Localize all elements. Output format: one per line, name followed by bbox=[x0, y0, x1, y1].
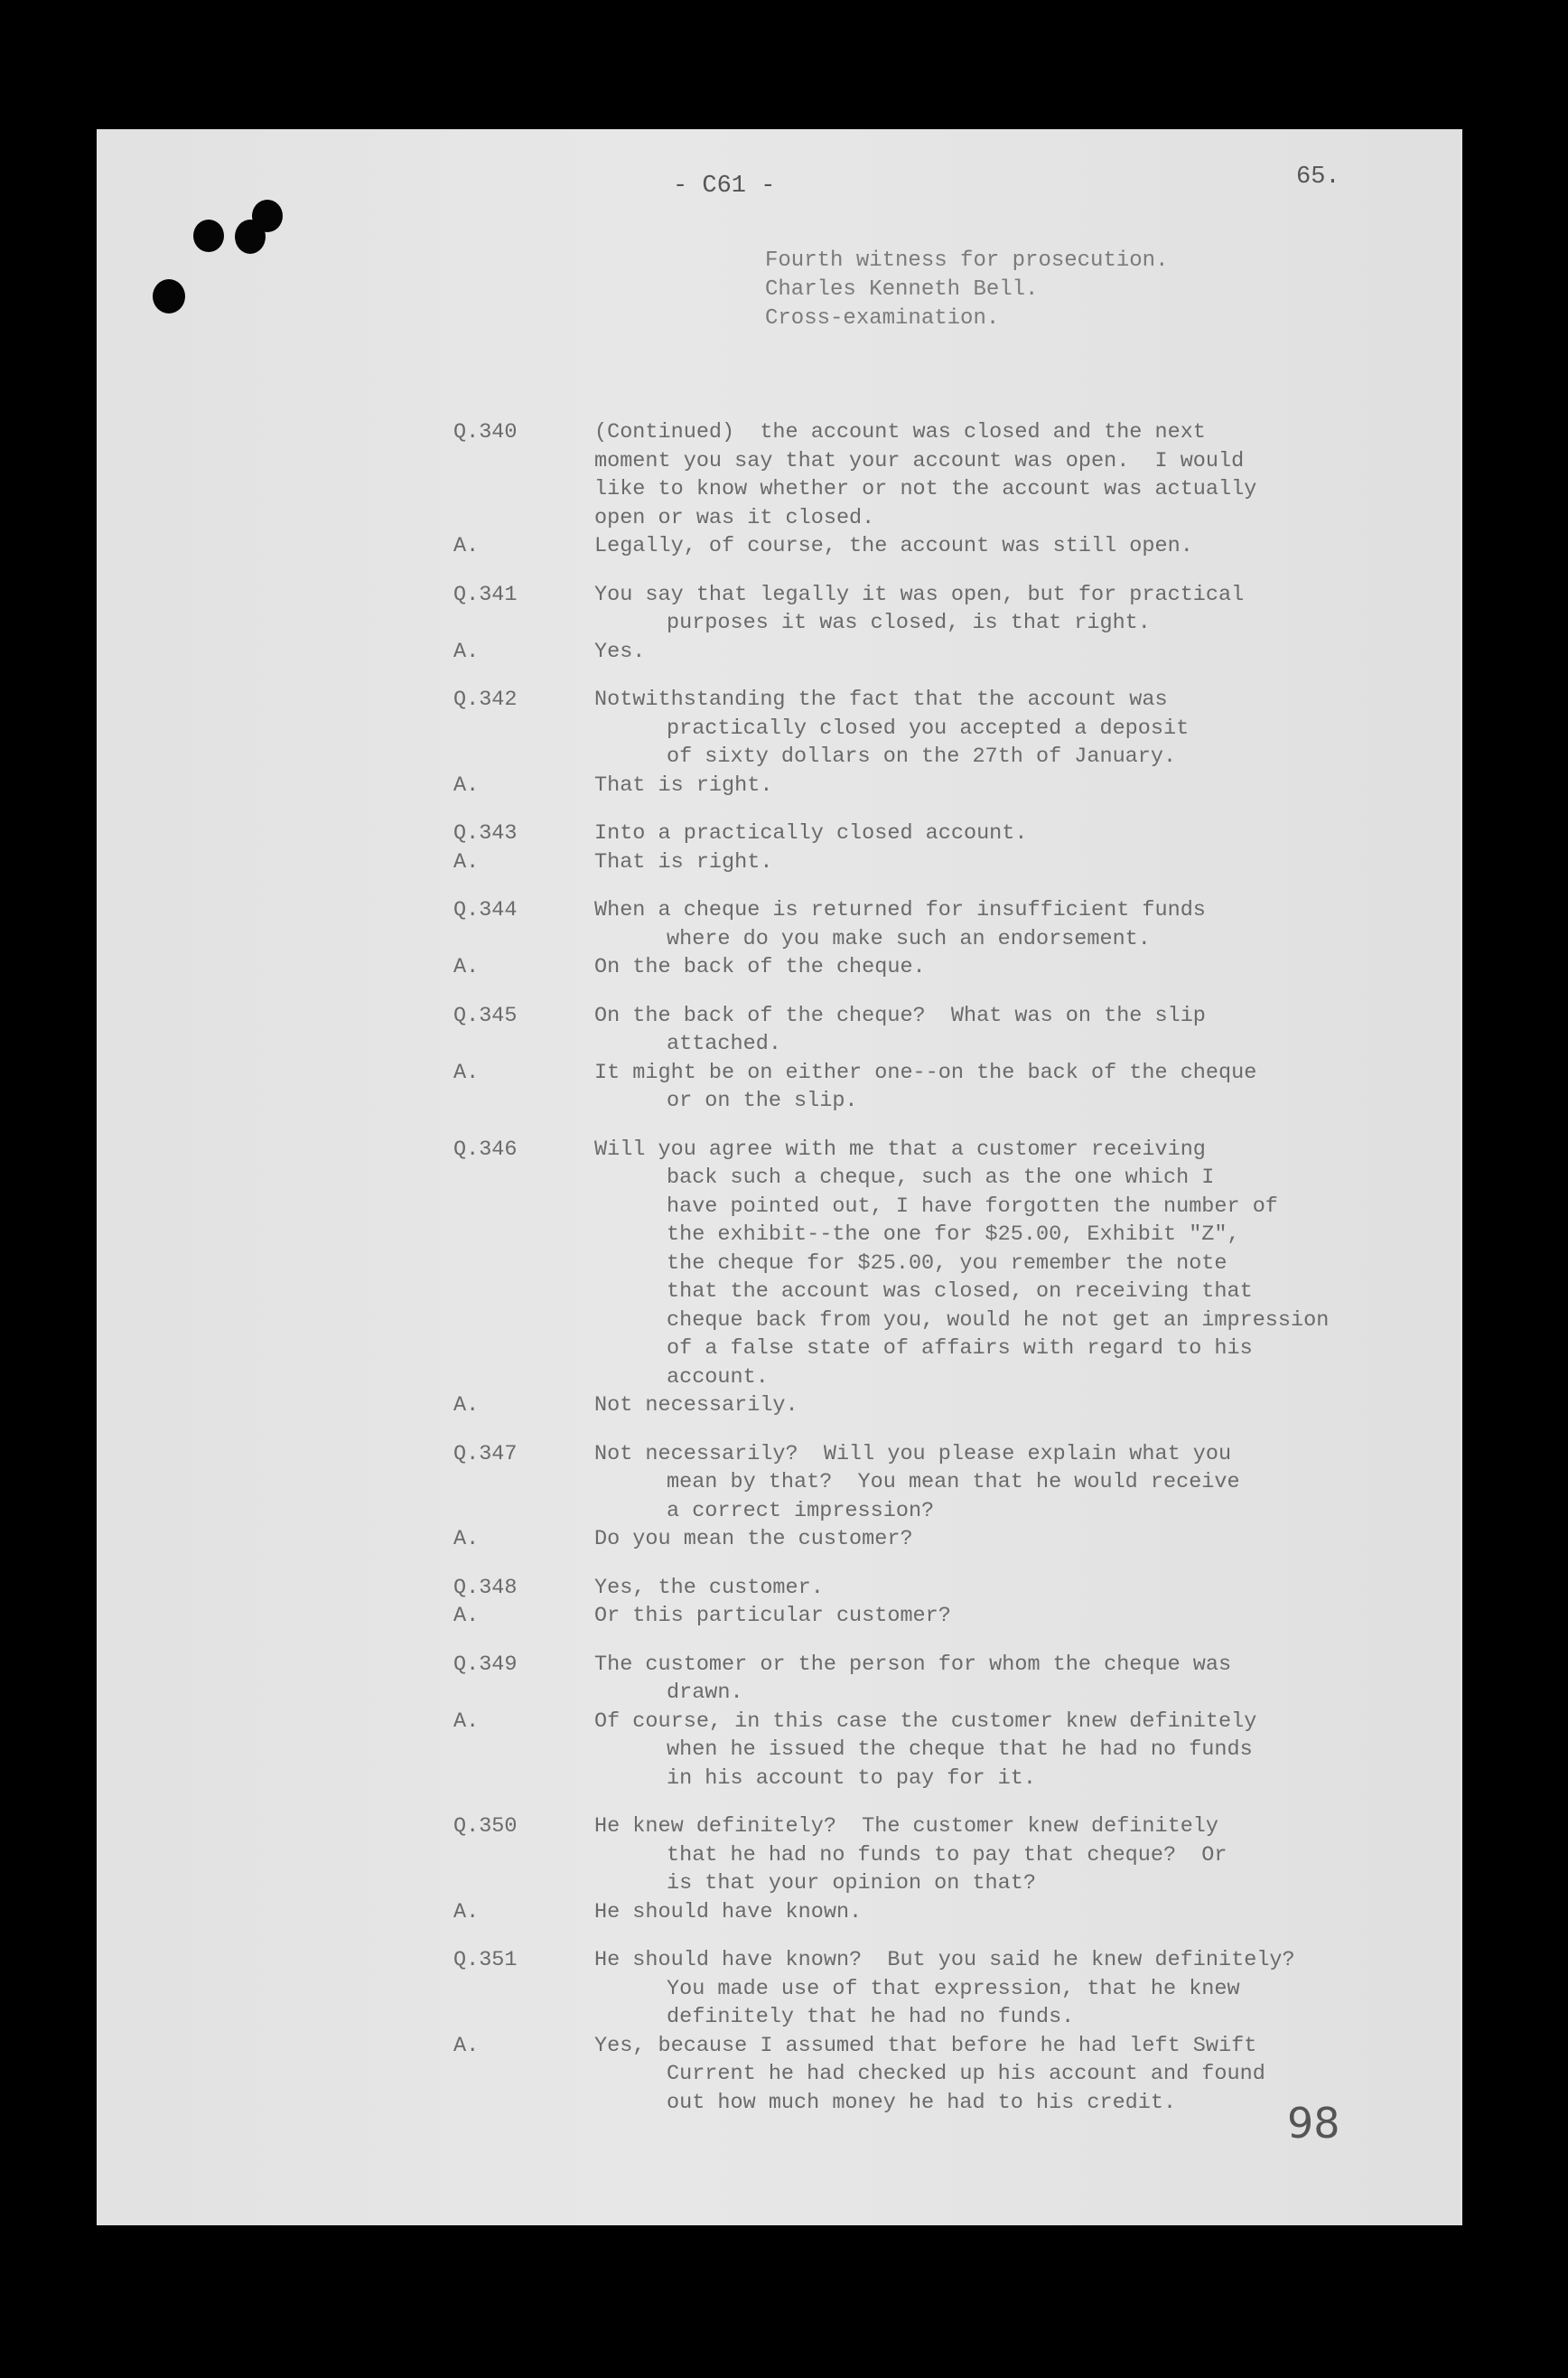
question-entry bbox=[453, 1651, 1429, 1708]
center-page-number: - C61 - bbox=[673, 173, 776, 200]
question-number: Q.341 bbox=[453, 582, 518, 607]
question-number: Q.350 bbox=[453, 1814, 518, 1839]
answer-label: A. bbox=[453, 2033, 480, 2058]
question-number: Q.343 bbox=[453, 821, 518, 846]
entry-continuation-line: when he issued the cheque that he had no funds bbox=[667, 1737, 1253, 1762]
entry-continuation-line: the exhibit--the one for $25.00, Exhibit "Z", bbox=[667, 1222, 1240, 1247]
intro-line: Cross-examination. bbox=[765, 306, 1000, 331]
entry-continuation-line: practically closed you accepted a deposit bbox=[667, 716, 1190, 741]
question-entry bbox=[453, 1946, 1429, 2032]
entry-continuation-line: cheque back from you, would he not get an impression bbox=[667, 1307, 1330, 1333]
question-entry bbox=[453, 1136, 1429, 1392]
question-entry bbox=[453, 1574, 1429, 1603]
entry-first-line bbox=[453, 1898, 1429, 1927]
entry-continuation-line: definitely that he had no funds. bbox=[667, 2005, 1075, 2029]
answer-label: A. bbox=[453, 1527, 480, 1551]
answer-entry bbox=[453, 638, 1429, 667]
entry-first-line bbox=[453, 1708, 1429, 1737]
entry-first-line bbox=[453, 1651, 1429, 1680]
entry-first-line bbox=[453, 2032, 1429, 2061]
entry-first-line bbox=[453, 1574, 1429, 1603]
entry-first-line bbox=[453, 1602, 1429, 1631]
question-number: Q.351 bbox=[453, 1948, 518, 1972]
question-number: Q.340 bbox=[453, 420, 518, 445]
entry-text: When a cheque is returned for insufficient funds bbox=[594, 898, 1206, 922]
entry-text: Of course, in this case the customer knew definitely bbox=[594, 1709, 1257, 1734]
entry-first-line bbox=[453, 1440, 1429, 1469]
entry-continuation-line: account. bbox=[667, 1364, 769, 1390]
entry-first-line bbox=[453, 581, 1429, 610]
question-number: Q.344 bbox=[453, 898, 518, 922]
entry-continuation-line: that the account was closed, on receiving that bbox=[667, 1279, 1253, 1304]
answer-label: A. bbox=[453, 1709, 480, 1734]
answer-entry bbox=[453, 1602, 1429, 1631]
entry-text: He should have known? But you said he knew definitely? bbox=[594, 1948, 1295, 1972]
entry-text: That is right. bbox=[594, 772, 773, 798]
entry-continuation-line: where do you make such an endorsement. bbox=[667, 926, 1151, 951]
question-entry bbox=[453, 1002, 1429, 1059]
document-page bbox=[97, 129, 1462, 2225]
entry-first-line bbox=[453, 1002, 1429, 1031]
entry-text: He knew definitely? The customer knew definitely bbox=[594, 1814, 1219, 1839]
entry-continuation-line: mean by that? You mean that he would receive bbox=[667, 1470, 1240, 1494]
entry-first-line bbox=[453, 1391, 1429, 1420]
entry-text: Do you mean the customer? bbox=[594, 1527, 913, 1551]
entry-continuation-line: attached. bbox=[667, 1032, 781, 1056]
answer-entry bbox=[453, 1391, 1429, 1420]
entry-continuation-line: that he had no funds to pay that cheque? Or bbox=[667, 1842, 1227, 1868]
question-number: Q.345 bbox=[453, 1003, 518, 1028]
question-entry bbox=[453, 1440, 1429, 1526]
entry-text: (Continued) the account was closed and the next bbox=[594, 420, 1206, 445]
entry-text: Not necessarily. bbox=[594, 1393, 798, 1418]
entry-continuation-line: like to know whether or not the account was actually bbox=[594, 477, 1257, 501]
entry-continuation-line: of sixty dollars on the 27th of January. bbox=[667, 744, 1177, 769]
entry-continuation-line: a correct impression? bbox=[667, 1498, 935, 1523]
entry-text: That is right. bbox=[594, 849, 773, 875]
answer-entry bbox=[453, 532, 1429, 561]
question-number: Q.346 bbox=[453, 1137, 518, 1162]
entry-first-line bbox=[453, 418, 1429, 447]
entry-continuation-line: in his account to pay for it. bbox=[667, 1765, 1036, 1791]
question-entry bbox=[453, 1812, 1429, 1898]
entry-first-line bbox=[453, 1946, 1429, 1975]
entry-continuation-line: purposes it was closed, is that right. bbox=[667, 611, 1151, 635]
answer-label: A. bbox=[453, 955, 480, 979]
entry-continuation-line: back such a cheque, such as the one which I bbox=[667, 1166, 1215, 1190]
entry-text: Yes, the customer. bbox=[594, 1575, 824, 1600]
question-number: Q.348 bbox=[453, 1575, 518, 1600]
answer-entry bbox=[453, 1708, 1429, 1793]
answer-entry bbox=[453, 1525, 1429, 1554]
entry-first-line bbox=[453, 1136, 1429, 1165]
entry-continuation-line: the cheque for $25.00, you remember the note bbox=[667, 1250, 1227, 1276]
entry-continuation-line: open or was it closed. bbox=[594, 505, 875, 530]
entry-text: He should have known. bbox=[594, 1899, 863, 1924]
question-entry bbox=[453, 581, 1429, 638]
answer-label: A. bbox=[453, 1393, 480, 1418]
answer-label: A. bbox=[453, 1899, 480, 1924]
punch-hole bbox=[153, 279, 185, 314]
answer-label: A. bbox=[453, 1060, 480, 1085]
handwritten-page-number: 98 bbox=[1287, 2099, 1340, 2148]
question-number: Q.347 bbox=[453, 1441, 518, 1466]
entry-text: You say that legally it was open, but for practical bbox=[594, 582, 1245, 607]
answer-label: A. bbox=[453, 772, 480, 798]
entry-continuation-line: drawn. bbox=[667, 1681, 743, 1705]
answer-entry bbox=[453, 1898, 1429, 1927]
punch-hole bbox=[252, 200, 283, 232]
intro-line: Fourth witness for prosecution. bbox=[765, 248, 1169, 273]
entry-text: On the back of the cheque. bbox=[594, 955, 926, 979]
entry-continuation-line: You made use of that expression, that he knew bbox=[667, 1976, 1240, 2001]
question-entry bbox=[453, 686, 1429, 772]
answer-entry bbox=[453, 2032, 1429, 2118]
entry-text: Legally, of course, the account was still open. bbox=[594, 534, 1193, 558]
question-number: Q.342 bbox=[453, 688, 518, 712]
question-number: Q.349 bbox=[453, 1652, 518, 1677]
entry-text: It might be on either one--on the back of the cheque bbox=[594, 1060, 1257, 1085]
entry-continuation-line: have pointed out, I have forgotten the number of bbox=[667, 1194, 1278, 1219]
answer-label: A. bbox=[453, 1604, 480, 1628]
testimony-transcript bbox=[453, 418, 1429, 2137]
entry-first-line bbox=[453, 638, 1429, 667]
answer-label: A. bbox=[453, 639, 480, 664]
question-entry bbox=[453, 896, 1429, 953]
entry-first-line bbox=[453, 896, 1429, 925]
answer-label: A. bbox=[453, 534, 480, 558]
entry-text: Or this particular customer? bbox=[594, 1604, 951, 1628]
entry-continuation-line: is that your opinion on that? bbox=[667, 1871, 1036, 1896]
entry-text: Yes, because I assumed that before he had left Swift bbox=[594, 2033, 1257, 2058]
answer-entry bbox=[453, 848, 1429, 877]
entry-text: Not necessarily? Will you please explain what you bbox=[594, 1441, 1232, 1466]
punch-hole bbox=[193, 220, 224, 252]
entry-text: Will you agree with me that a customer receiving bbox=[594, 1137, 1206, 1162]
entry-text: Notwithstanding the fact that the account was bbox=[594, 688, 1168, 712]
page-number: 65. bbox=[1296, 164, 1340, 191]
entry-continuation-line: moment you say that your account was open. I would bbox=[594, 448, 1245, 473]
entry-first-line bbox=[453, 1059, 1429, 1088]
answer-entry bbox=[453, 953, 1429, 982]
entry-first-line bbox=[453, 1525, 1429, 1554]
entry-first-line bbox=[453, 532, 1429, 561]
entry-continuation-line: Current he had checked up his account and found bbox=[667, 2062, 1265, 2086]
entry-continuation-line: or on the slip. bbox=[667, 1089, 858, 1113]
entry-text: The customer or the person for whom the cheque was bbox=[594, 1652, 1232, 1677]
entry-text: Yes. bbox=[594, 639, 646, 664]
entry-continuation-line: of a false state of affairs with regard to his bbox=[667, 1336, 1253, 1361]
entry-first-line bbox=[453, 819, 1429, 848]
entry-first-line bbox=[453, 953, 1429, 982]
entry-continuation-line: out how much money he had to his credit. bbox=[667, 2090, 1177, 2115]
entry-first-line bbox=[453, 848, 1429, 877]
answer-entry bbox=[453, 1059, 1429, 1116]
entry-first-line bbox=[453, 1812, 1429, 1841]
intro-line: Charles Kenneth Bell. bbox=[765, 277, 1039, 302]
entry-first-line bbox=[453, 686, 1429, 715]
question-entry bbox=[453, 819, 1429, 848]
entry-text: On the back of the cheque? What was on the slip bbox=[594, 1003, 1206, 1028]
question-entry bbox=[453, 418, 1429, 532]
witness-heading bbox=[765, 247, 1168, 333]
answer-label: A. bbox=[453, 849, 480, 875]
answer-entry bbox=[453, 772, 1429, 800]
entry-text: Into a practically closed account. bbox=[594, 821, 1028, 846]
entry-first-line bbox=[453, 772, 1429, 800]
